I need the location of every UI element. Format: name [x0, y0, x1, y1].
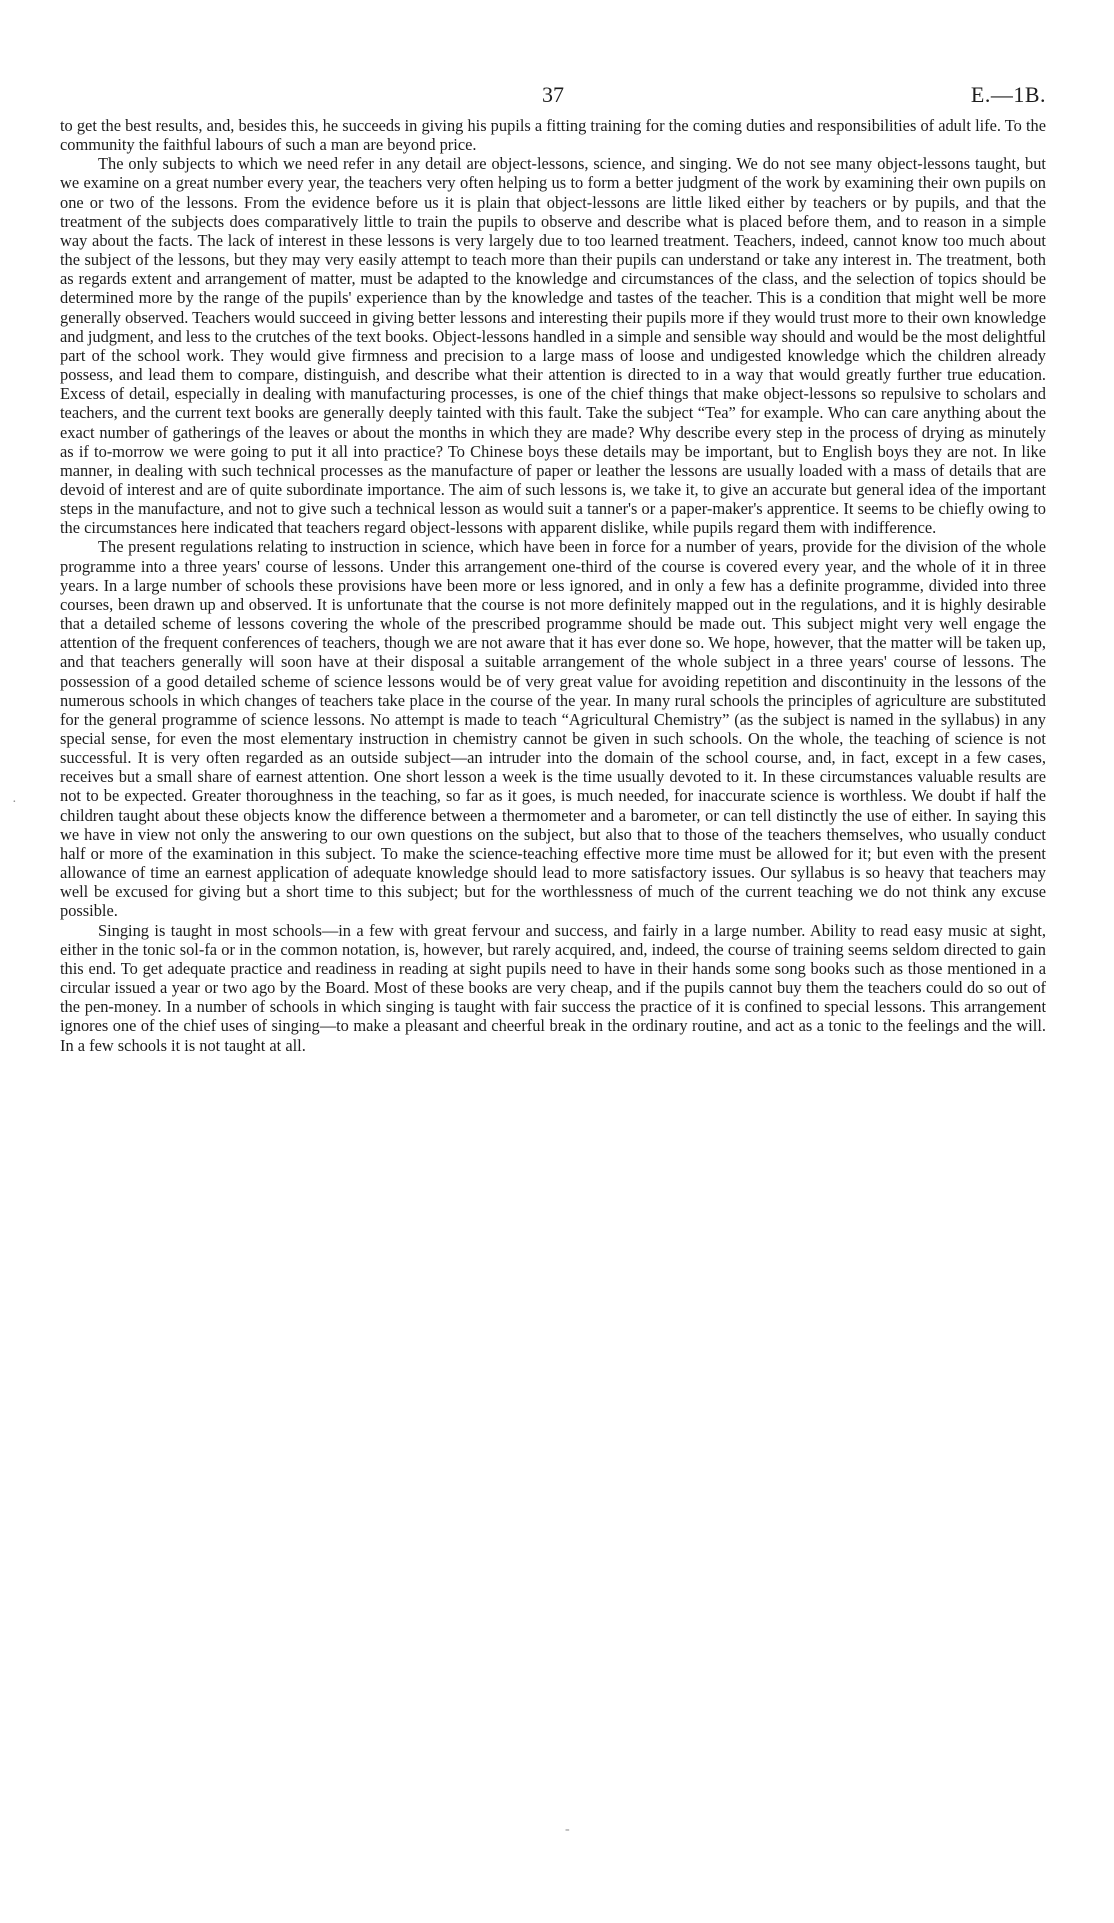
scan-speck: · — [12, 795, 17, 810]
body-text — [60, 116, 1046, 1055]
paragraph-singing: Singing is taught in most schools—in a few with great fervour and success, and fairly in a large number. Ability to read easy music at sight, either in the tonic sol-fa or in the common notation, is, however, but rarely acquired, and, indeed, the course of training seems seldom directed to gain this end. To get adequate practice and readiness in reading at sight pupils need to have in their hands some song books such as those mentioned in a circular issued a year or two ago by the Board. Most of these books are very cheap, and if the pupils cannot buy them the teachers could do so out of the pen-money. In a number of schools in which singing is taught with fair success the practice of it is confined to special lessons. This arrangement ignores one of the chief uses of singing—to make a pleasant and cheerful break in the ordinary routine, and act as a tonic to the feelings and the will. In a few schools it is not taught at all. — [60, 920, 1046, 1055]
scan-speck: - — [565, 1822, 570, 1837]
paragraph-continuation: to get the best results, and, besides this, he succeeds in giving his pupils a fitting training for the coming duties and responsibilities of adult life. To the community the faithful labours of such a man are beyond price. — [60, 116, 1046, 155]
paragraph-science: The present regulations relating to instruction in science, which have been in force for a number of years, provide for the division of the whole programme into a three years' course of lessons. Under this arrangement one-third of the course is covered every year, and the whole of it in three years. In a large number of schools these provisions have been more or less ignored, and in only a few has a definite programme, divided into three courses, been drawn up and observed. It is unfortunate that the course is not more definitely mapped out in the regulations, and it is highly desirable that a detailed scheme of lessons covering the whole of the prescribed programme should be made out. This subject might very well engage the attention of the frequent conferences of teachers, though we are not aware that it has ever done so. We hope, however, that the matter will be taken up, and that teachers generally will soon have at their disposal a suitable arrangement of the whole subject in a three years' course of lessons. The possession of a good detailed scheme of science lessons would be of very great value for avoiding repetition and discontinuity in the lessons of the numerous schools in which changes of teachers take place in the course of the year. In many rural schools the principles of agriculture are substituted for the general programme of science lessons. No attempt is made to teach “Agricultural Chemistry” (as the subject is named in the syllabus) in any special sense, for even the most elementary instruction in chemistry cannot be given in such schools. On the whole, the teaching of science is not successful. It is very often regarded as an outside subject—an intruder into the domain of the school course, and, in fact, except in a few cases, receives but a small share of earnest attention. One short lesson a week is the time usually devoted to it. In these circumstances valuable results are not to be expected. Greater thoroughness in the teaching, so far as it goes, is much needed, for inaccurate science is worthless. We doubt if half the children taught about these objects know the difference between a thermometer and a barometer, or can tell distinctly the use of either. In saying this we have in view not only the answering to our own questions on the subject, but also that to those of the teachers themselves, who usually conduct half or more of the examination in this subject. To make the science-teaching effective more time must be allowed for it; but even with the present allowance of time an earnest application of adequate knowledge should lead to more satisfactory issues. Our syllabus is so heavy that teachers may well be excused for giving but a short time to this subject; but for the worthlessness of much of the current teaching we do not think any excuse possible. — [60, 537, 1046, 921]
page-header — [60, 82, 1046, 116]
document-reference: E.—1B. — [970, 82, 1046, 107]
paragraph-object-lessons: The only subjects to which we need refer in any detail are object-lessons, science, and singing. We do not see many object-lessons taught, but we examine on a great number every year, the teachers very often helping us to form a better judgment of the work by examining their own pupils on one or two of the lessons. From the evidence before us it is plain that object-lessons are little liked either by teachers or by pupils, and that the treatment of the subjects does comparatively little to train the pupils to observe and describe what is placed before them, and to reason in a simple way about the facts. The lack of interest in these lessons is very largely due to too learned treatment. Teachers, indeed, cannot know too much about the subject of the lessons, but they may very easily attempt to teach more than their pupils can understand or take any interest in. The treatment, both as regards extent and arrangement of matter, must be adapted to the knowledge and circumstances of the class, and the selection of topics should be determined more by the range of the pupils' experience than by the knowledge and tastes of the teacher. This is a condition that might well be more generally observed. Teachers would succeed in giving better lessons and interesting their pupils more if they would trust more to their own knowledge and judgment, and less to the crutches of the text books. Object-lessons handled in a simple and sensible way should and would be the most delightful part of the school work. They would give firmness and precision to a large mass of loose and undigested knowledge which the children already possess, and lead them to compare, distinguish, and describe what their attention is directed to in a way that would greatly further true education. Excess of detail, especially in dealing with manufacturing processes, is one of the chief things that make object-lessons so repulsive to scholars and teachers, and the current text books are generally deeply tainted with this fault. Take the subject “Tea” for example. Who can care anything about the exact number of gatherings of the leaves or about the months in which they are made? Why describe every step in the process of drying as minutely as if to-morrow we were going to put it all into practice? To Chinese boys these details may be important, but to English boys they are not. In like manner, in dealing with such technical processes as the manufacture of paper or leather the lessons are usually loaded with a mass of details that are devoid of interest and are of quite subordinate importance. The aim of such lessons is, we take it, to give an accurate but general idea of the important steps in the manufacture, and not to give such a technical lesson as would suit a tanner's or a paper-maker's apprentice. It seems to be chiefly owing to the circumstances here indicated that teachers regard object-lessons with apparent dislike, while pupils regard them with indifference. — [60, 154, 1046, 538]
page-number: 37 — [542, 82, 564, 107]
page — [60, 82, 1046, 1055]
